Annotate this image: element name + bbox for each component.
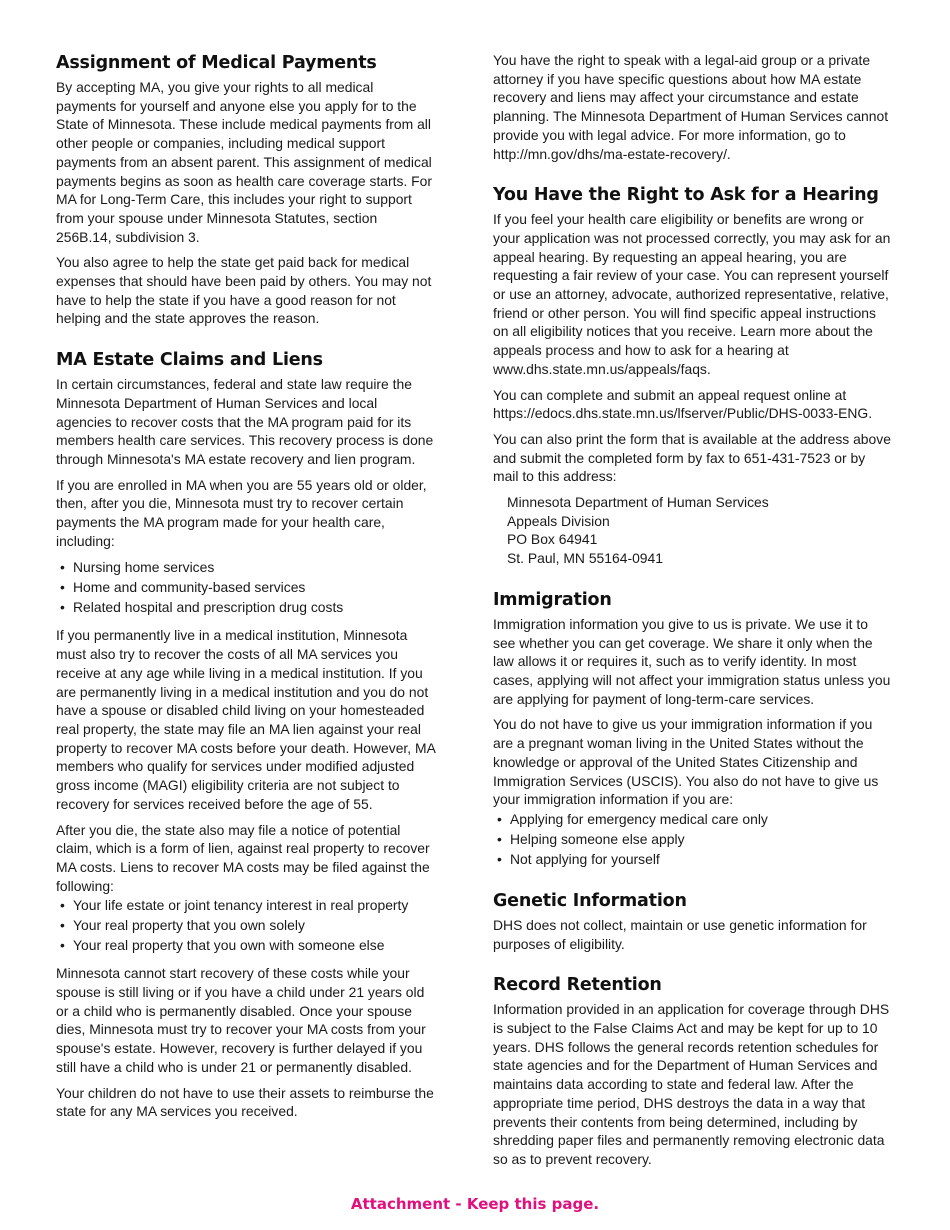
paragraph: DHS does not collect, maintain or use genetic information for purposes of eligibility.: [493, 916, 867, 952]
section-heading: MA Estate Claims and Liens: [56, 350, 323, 371]
retention-section: [493, 973, 893, 1168]
list-item: • Home and community-based services: [56, 577, 436, 597]
footer-note: Attachment - Keep this page.: [350, 1195, 600, 1213]
bullet-list: [56, 895, 436, 955]
list-item: • Your real property that you own solely: [56, 915, 436, 935]
estate-section: [56, 348, 436, 1121]
section-heading: You Have the Right to Ask for a Hearing: [493, 185, 879, 206]
section-heading: Assignment of Medical Payments: [56, 53, 377, 73]
list-item: • Nursing home services: [56, 557, 436, 577]
left-column: [56, 51, 436, 1141]
address-line: PO Box 64941: [507, 531, 598, 548]
list-item: • Your life estate or joint tenancy interest in real property: [56, 895, 436, 915]
right-column: [493, 51, 893, 1189]
address-line: Appeals Division: [507, 512, 610, 529]
mailing-address: [493, 493, 893, 568]
list-item: • Not applying for yourself: [493, 849, 893, 869]
assignment-section: [56, 51, 436, 328]
paragraph: After you die, the state also may file a notice of potential claim, which is a form of lien, against real property to recover MA costs. Liens to recover MA costs may be filed against the following:: [56, 821, 430, 894]
address-line: Minnesota Department of Human Services: [507, 494, 769, 511]
paragraph: Immigration information you give to us is private. We use it to see whether you can get coverage. We share it only when the law allows it or requires it, such as to verify identity. In most cases, applying will not affect your immigration status unless you are applying for payment of long-term-care services.: [493, 615, 891, 707]
immigration-section: [493, 588, 893, 869]
bullet-list: [493, 809, 893, 869]
paragraph: You have the right to speak with a legal-aid group or a private attorney if you have specific questions about how MA estate recovery and liens may affect your circumstance and estate planning. The Minnesota Department of Human Services cannot provide you with legal advice. For more information, go to http://mn.gov/dhs/ma-estate-recovery/.: [493, 52, 889, 162]
paragraph: In certain circumstances, federal and state law require the Minnesota Department of Human Services and local agencies to recover costs that the MA program paid for its members health care services. This recovery process is done through Minnesota's MA estate recovery and lien program.: [56, 376, 434, 467]
address-line: St. Paul, MN 55164-0941: [507, 550, 663, 567]
paragraph: If you feel your health care eligibility or benefits are wrong or your application was not processed correctly, you may ask for an appeal hearing. By requesting an appeal hearing, you are requesting a fair review of your case. You can represent yourself or use an attorney, advocate, authorized representative, relative, friend or other person. You will find specific appeal instructions on all eligibility notices that you receive. Learn more about the appeals process and how to ask for a hearing at www.dhs.state.mn.us/appeals/faqs.: [493, 211, 891, 377]
section-heading: Genetic Information: [493, 890, 687, 911]
paragraph: You also agree to help the state get paid back for medical expenses that should have been paid by others. You may not have to help the state if you have a good reason for not helping and the state approves the reason.: [56, 254, 432, 327]
paragraph: You do not have to give us your immigration information if you are a pregnant woman living in the United States without the knowledge or approval of the United States Citizenship and Immigration Services (USCIS). You also do not have to give us your immigration information if you are:: [493, 716, 879, 808]
hearing-section: [493, 183, 893, 568]
list-item: • Your real property that you own with someone else: [56, 935, 436, 955]
list-item: • Helping someone else apply: [493, 829, 893, 849]
paragraph: You can complete and submit an appeal request online at https://edocs.dhs.state.mn.us/lfserver/Public/DHS-0033-ENG.: [493, 386, 873, 422]
paragraph: If you permanently live in a medical institution, Minnesota must also try to recover the costs of all MA services you receive at any age while living in a medical institution. If you are permanently living in a medical institution and you do not have a spouse or disabled child living on your homesteaded real property, the state may file an MA lien against your real property to recover MA costs before your death. However, MA members who qualify for services under modified adjusted gross income (MAGI) eligibility criteria are not subject to recovery for services received before the age of 55.: [56, 627, 436, 812]
section-heading: Immigration: [493, 589, 612, 610]
section-heading: Record Retention: [493, 975, 662, 996]
genetic-section: [493, 889, 893, 953]
list-item: • Applying for emergency medical care only: [493, 809, 893, 829]
legal-advice-section: [493, 51, 893, 163]
bullet-list: [56, 557, 436, 617]
paragraph: By accepting MA, you give your rights to all medical payments for yourself and anyone else you apply for to the State of Minnesota. These include medical payments from all other people or companies, including medical support payments from an absent parent. This assignment of medical payments begins as soon as health care coverage starts. For MA for Long-Term Care, this includes your right to support from your spouse under Minnesota Statutes, section 256B.14, subdivision 3.: [56, 79, 433, 245]
paragraph: Your children do not have to use their assets to reimburse the state for any MA services you received.: [56, 1084, 434, 1120]
paragraph: Information provided in an application for coverage through DHS is subject to the False Claims Act and may be kept for up to 10 years. DHS follows the general records retention schedules for state agencies and for the Department of Human Services and maintains data according to state and federal law. After the appropriate time period, DHS destroys the data in a way that prevents their contents from being determined, including by shredding paper files and permanently removing electronic data so as to prevent recovery.: [493, 1001, 890, 1167]
paragraph: Minnesota cannot start recovery of these costs while your spouse is still living or if you have a child under 21 years old or a child who is permanently disabled. Once your spouse dies, Minnesota must try to recover your MA costs from your spouse's estate. However, recovery is further delayed if you still have a child who is under 21 or permanently disabled.: [56, 965, 426, 1075]
paragraph: You can also print the form that is available at the address above and submit the completed form by fax to 651-431-7523 or by mail to this address:: [493, 430, 891, 485]
paragraph: If you are enrolled in MA when you are 55 years old or older, then, after you die, Minnesota must try to recover certain payments the MA program made for your health care, including:: [56, 476, 427, 549]
list-item: • Related hospital and prescription drug costs: [56, 597, 436, 617]
